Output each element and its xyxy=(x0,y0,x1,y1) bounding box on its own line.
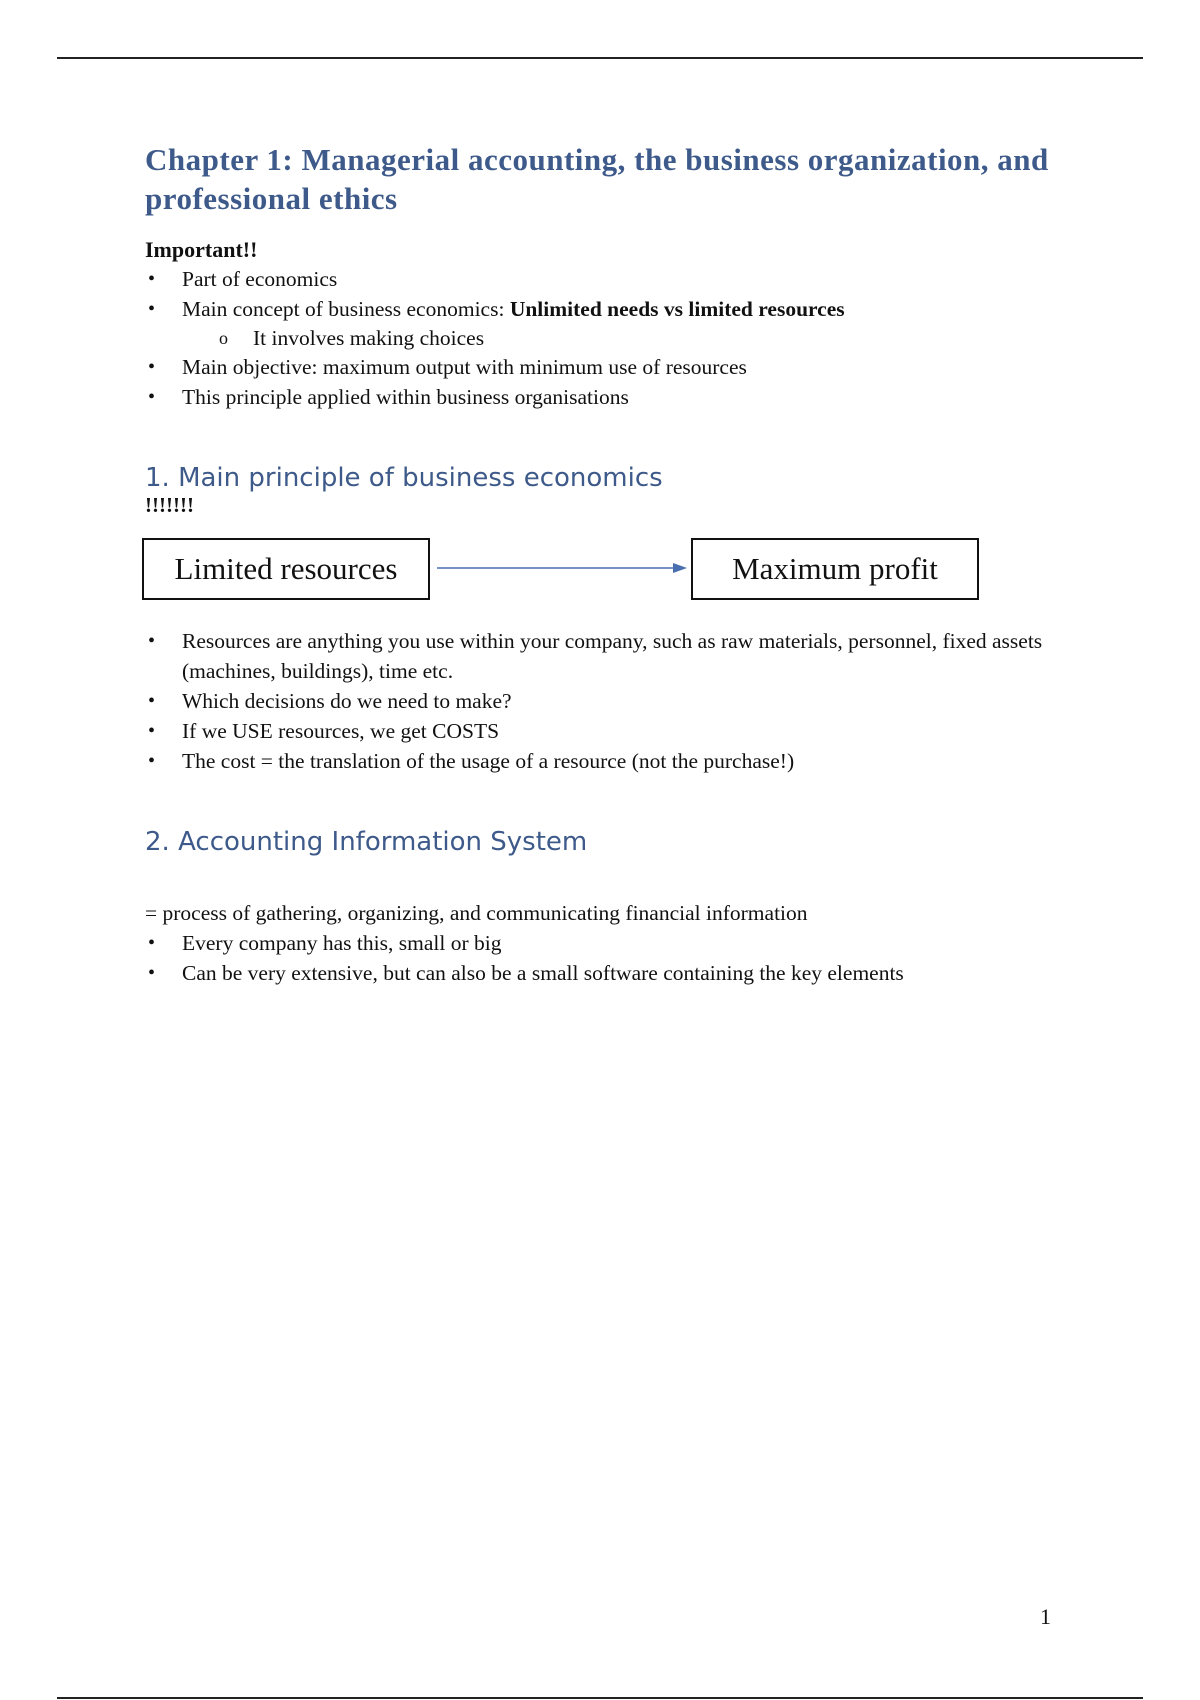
section-1-heading: 1. Main principle of business economics xyxy=(145,463,663,493)
limited-resources-box: Limited resources xyxy=(142,538,430,600)
section-1-bullet-list xyxy=(145,626,1065,776)
maximum-profit-box: Maximum profit xyxy=(691,538,979,600)
bullet-icon: • xyxy=(148,630,156,652)
list-item: • Main objective: maximum output with minimum use of resources xyxy=(145,352,1065,382)
section-2-bullet-list xyxy=(145,928,1065,988)
page-number: 1 xyxy=(1040,1604,1051,1629)
circle-bullet-icon: o xyxy=(219,328,228,348)
page-content xyxy=(145,140,1065,988)
exclamation-marks: !!!!!!! xyxy=(145,493,194,517)
ais-definition: = process of gathering, organizing, and communicating financial information xyxy=(145,901,808,925)
bullet-icon: • xyxy=(148,720,156,742)
list-item: • The cost = the translation of the usage of a resource (not the purchase!) xyxy=(145,746,1065,776)
right-arrow-icon xyxy=(437,560,687,576)
list-item: • This principle applied within business organisations xyxy=(145,382,1065,412)
important-label: Important!! xyxy=(145,237,258,262)
header-rule xyxy=(57,57,1143,59)
bullet-icon: • xyxy=(148,268,156,290)
bullet-icon: • xyxy=(148,932,156,954)
section-2-heading: 2. Accounting Information System xyxy=(145,827,588,857)
bullet-icon: • xyxy=(148,298,156,320)
list-item: • Main concept of business economics: Unlimited needs vs limited resources xyxy=(145,294,1065,324)
bullet-icon: • xyxy=(148,356,156,378)
intro-bullet-list-cont xyxy=(145,352,1065,412)
list-item: • If we USE resources, we get COSTS xyxy=(145,716,1065,746)
bullet-icon: • xyxy=(148,962,156,984)
list-item: • Resources are anything you use within your company, such as raw materials, personnel, fixed assets (machines, buildings), time etc. xyxy=(145,626,1065,686)
list-item: • Part of economics xyxy=(145,264,1065,294)
sub-bullet-list xyxy=(145,324,1065,352)
list-item: • Can be very extensive, but can also be a small software containing the key elements xyxy=(145,958,1065,988)
chapter-title: Chapter 1: Managerial accounting, the business organization, and professional ethics xyxy=(145,142,1049,216)
bullet-icon: • xyxy=(148,386,156,408)
list-item: • Which decisions do we need to make? xyxy=(145,686,1065,716)
list-item: • Every company has this, small or big xyxy=(145,928,1065,958)
bullet-icon: • xyxy=(148,690,156,712)
bold-phrase: Unlimited needs vs limited resources xyxy=(509,297,845,321)
bullet-icon: • xyxy=(148,750,156,772)
principle-diagram xyxy=(142,538,1065,626)
footer-rule xyxy=(57,1697,1143,1699)
intro-bullet-list xyxy=(145,264,1065,324)
list-item: o It involves making choices xyxy=(219,326,485,350)
